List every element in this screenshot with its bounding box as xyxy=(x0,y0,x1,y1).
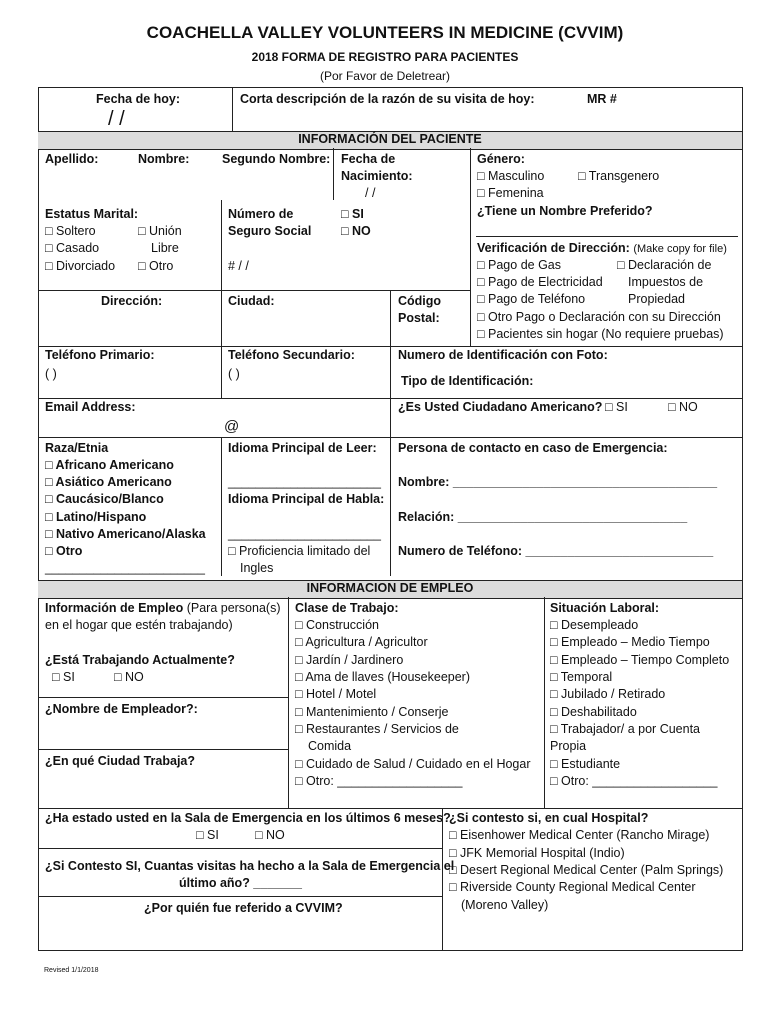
form-title: COACHELLA VALLEY VOLUNTEERS IN MEDICINE (CVVIM) xyxy=(146,23,624,42)
form-subtitle: 2018 FORMA DE REGISTRO PARA PACIENTES xyxy=(251,50,519,64)
union-checkbox[interactable]: □ Unión xyxy=(138,224,182,238)
codigo-postal-label-2: Postal: xyxy=(398,311,440,325)
row-line xyxy=(38,398,742,399)
situacion-option[interactable]: □ Empleado – Tiempo Completo xyxy=(550,653,730,667)
emergencia-nombre-field[interactable]: Nombre: ______________________________________ xyxy=(398,475,718,489)
divider xyxy=(470,148,471,346)
border-bottom xyxy=(38,950,743,951)
er-no-checkbox[interactable]: □ NO xyxy=(255,828,285,842)
otro-pago-checkbox[interactable]: □ Otro Pago o Declaración con su Dirección xyxy=(477,310,721,324)
patient-section-title: INFORMACIÓN DEL PACIENTE xyxy=(298,132,482,146)
hospital-option-last-line: (Moreno Valley) xyxy=(461,898,549,912)
pago-telefono-checkbox[interactable]: □ Pago de Teléfono xyxy=(477,292,586,306)
trabajando-label: ¿Está Trabajando Actualmente? xyxy=(45,653,235,667)
trabajando-no-checkbox[interactable]: □ NO xyxy=(114,670,144,684)
ss-number-field[interactable]: # / / xyxy=(228,259,249,273)
divider xyxy=(390,290,391,346)
divider xyxy=(288,597,289,808)
tel-primario-field[interactable]: ( ) xyxy=(45,367,57,381)
ss-si-checkbox[interactable]: □ SI xyxy=(341,207,364,221)
raza-label: Raza/Etnia xyxy=(45,441,109,455)
situacion-option[interactable]: □ Jubilado / Retirado xyxy=(550,687,666,701)
divider xyxy=(544,597,545,808)
row-line xyxy=(38,437,742,438)
date-label: Fecha de hoy: xyxy=(96,92,181,106)
date-slashes[interactable]: / / xyxy=(108,108,125,130)
referido-label: ¿Por quién fue referido a CVVIM? xyxy=(144,901,343,915)
ciudadano-label: ¿Es Usted Ciudadano Americano? xyxy=(398,400,603,414)
ciudad-label: Ciudad: xyxy=(228,294,275,308)
empleador-label: ¿Nombre de Empleador?: xyxy=(45,702,198,716)
divider xyxy=(221,200,222,346)
idioma-hablar-line[interactable]: ______________________ xyxy=(228,527,381,541)
clase-option[interactable]: □ Construcción xyxy=(295,618,379,632)
tipo-id-label: Tipo de Identificación: xyxy=(401,374,534,388)
idioma-hablar-label: Idioma Principal de Habla: xyxy=(228,492,385,506)
info-empleo-label xyxy=(45,600,281,617)
pago-electricidad-checkbox[interactable]: □ Pago de Electricidad xyxy=(477,275,603,289)
situacion-option[interactable]: □ Empleado – Medio Tiempo xyxy=(550,635,710,649)
clase-otro-field[interactable]: □ Otro: __________________ xyxy=(295,774,463,788)
er-visits-label-1: ¿Si Contesto SI, Cuantas visitas ha hecho a la Sala de Emergencia el xyxy=(45,859,455,873)
clase-salud-checkbox[interactable]: □ Cuidado de Salud / Cuidado en el Hogar xyxy=(295,757,531,771)
genero-label: Género: xyxy=(477,152,525,166)
mr-label: MR # xyxy=(587,92,617,106)
situacion-option[interactable]: □ Trabajador/ a por Cuenta xyxy=(550,722,700,736)
id-foto-label: Numero de Identificación con Foto: xyxy=(398,348,608,362)
email-at-symbol[interactable]: @ xyxy=(224,418,240,435)
nombre-label: Nombre: xyxy=(138,152,190,166)
codigo-postal-label-1: Código xyxy=(398,294,442,308)
divider xyxy=(221,346,222,398)
union-label-2: Libre xyxy=(151,241,179,255)
declaracion-label-3: Propiedad xyxy=(628,292,685,306)
hospital-option[interactable]: □ Desert Regional Medical Center (Palm Springs) xyxy=(449,863,724,877)
employment-section-title: INFORMACION DE EMPLEO xyxy=(306,581,474,595)
ss-label-1: Número de xyxy=(228,207,294,221)
emergencia-telefono-field[interactable]: Numero de Teléfono: ___________________________ xyxy=(398,544,714,558)
hospital-option[interactable]: □ Eisenhower Medical Center (Rancho Mirage) xyxy=(449,828,710,842)
sin-hogar-checkbox[interactable]: □ Pacientes sin hogar (No requiere pruebas) xyxy=(477,327,724,341)
row-line xyxy=(38,749,288,750)
clase-comida-label: Comida xyxy=(308,739,352,753)
situacion-propia-label: Propia xyxy=(550,739,587,753)
divider xyxy=(333,148,334,200)
row-line xyxy=(38,697,288,698)
emergencia-label: Persona de contacto en caso de Emergencia: xyxy=(398,441,668,455)
raza-option[interactable]: □ Latino/Hispano xyxy=(45,510,147,524)
row-line xyxy=(38,896,442,897)
clase-option[interactable]: □ Mantenimiento / Conserje xyxy=(295,705,449,719)
ciudad-trabajo-label: ¿En qué Ciudad Trabaja? xyxy=(45,754,196,768)
row-line xyxy=(38,808,742,809)
fecha-nac-label-1: Fecha de xyxy=(341,152,396,166)
revised-date: Revised 1/1/2018 xyxy=(44,967,99,974)
raza-otro-line[interactable]: _______________________ xyxy=(45,561,205,575)
verificacion-label xyxy=(477,240,727,258)
clase-option[interactable]: □ Ama de llaves (Housekeeper) xyxy=(295,670,470,684)
clase-option[interactable]: □ Agricultura / Agricultor xyxy=(295,635,428,649)
tel-primario-label: Teléfono Primario: xyxy=(45,348,155,362)
divider xyxy=(442,808,443,950)
idioma-leer-line[interactable]: ______________________ xyxy=(228,475,381,489)
ciudadano-si-checkbox[interactable]: □ SI xyxy=(605,400,628,414)
situacion-laboral-label: Situación Laboral: xyxy=(550,601,660,615)
divider xyxy=(232,87,233,131)
pago-gas-checkbox[interactable]: □ Pago de Gas xyxy=(477,258,561,272)
clase-option[interactable]: □ Jardín / Jardinero xyxy=(295,653,404,667)
femenina-checkbox[interactable]: □ Femenina xyxy=(477,186,544,200)
situacion-estudiante-checkbox[interactable]: □ Estudiante xyxy=(550,757,621,771)
clase-trabajo-label: Clase de Trabajo: xyxy=(295,601,399,615)
raza-option[interactable]: □ Asiático Americano xyxy=(45,475,172,489)
er-visits-label-2[interactable]: último año? _______ xyxy=(179,876,302,890)
fecha-nac-slashes[interactable]: / / xyxy=(365,186,376,200)
apellido-label: Apellido: xyxy=(45,152,99,166)
situacion-option[interactable]: □ Desempleado xyxy=(550,618,639,632)
transgenero-checkbox[interactable]: □ Transgenero xyxy=(578,169,660,183)
raza-option[interactable]: □ Africano Americano xyxy=(45,458,174,472)
clase-option[interactable]: □ Hotel / Motel xyxy=(295,687,377,701)
email-label: Email Address: xyxy=(45,400,136,414)
situacion-otro-field[interactable]: □ Otro: __________________ xyxy=(550,774,718,788)
divider xyxy=(221,437,222,576)
hospital-option[interactable]: □ Riverside County Regional Medical Center xyxy=(449,880,696,894)
segundo-nombre-label: Segundo Nombre: xyxy=(222,152,331,166)
raza-option[interactable]: □ Caucásico/Blanco xyxy=(45,492,164,506)
proficiencia-label-2: Ingles xyxy=(240,561,274,575)
border-left xyxy=(38,87,39,950)
tel-secundario-field[interactable]: ( ) xyxy=(228,367,240,381)
row-line xyxy=(38,848,442,849)
raza-option[interactable]: □ Otro xyxy=(45,544,83,558)
trabajando-si-checkbox[interactable]: □ SI xyxy=(52,670,75,684)
divorciado-checkbox[interactable]: □ Divorciado xyxy=(45,259,116,273)
idioma-leer-label: Idioma Principal de Leer: xyxy=(228,441,377,455)
declaracion-label-2: Impuestos de xyxy=(628,275,704,289)
verificacion-note: (Make copy for file) xyxy=(633,243,727,255)
tel-secundario-label: Teléfono Secundario: xyxy=(228,348,355,362)
verificacion-title: Verificación de Dirección: xyxy=(477,241,630,255)
nombre-preferido-line[interactable] xyxy=(476,236,738,237)
direccion-label: Dirección: xyxy=(101,294,163,308)
raza-option[interactable]: □ Nativo Americano/Alaska xyxy=(45,527,206,541)
er-si-checkbox[interactable]: □ SI xyxy=(196,828,219,842)
hospital-option[interactable]: □ JFK Memorial Hospital (Indio) xyxy=(449,846,625,860)
emergencia-relacion-field[interactable]: Relación: _________________________________ xyxy=(398,510,688,524)
situacion-option[interactable]: □ Deshabilitado xyxy=(550,705,637,719)
info-empleo-note-2: en el hogar que estén trabajando) xyxy=(45,618,233,632)
fecha-nac-label-2: Nacimiento: xyxy=(341,169,413,183)
ss-no-checkbox[interactable]: □ NO xyxy=(341,224,371,238)
visit-reason-label: Corta descripción de la razón de su visita de hoy: xyxy=(240,92,535,106)
hospital-question-label: ¿Si contesto si, en cual Hospital? xyxy=(449,811,649,825)
info-empleo-title: Información de Empleo xyxy=(45,601,184,615)
divider xyxy=(390,346,391,576)
er-question-label: ¿Ha estado usted en la Sala de Emergencia en los últimos 6 meses? xyxy=(45,811,451,825)
ciudadano-no-checkbox[interactable]: □ NO xyxy=(668,400,698,414)
declaracion-checkbox[interactable]: □ Declaración de xyxy=(617,258,712,272)
clase-option[interactable]: □ Restaurantes / Servicios de xyxy=(295,722,459,736)
border-right xyxy=(742,87,743,950)
otro-marital-checkbox[interactable]: □ Otro xyxy=(138,259,174,273)
form-note: (Por Favor de Deletrear) xyxy=(319,69,451,83)
masculino-checkbox[interactable]: □ Masculino xyxy=(477,169,545,183)
soltero-checkbox[interactable]: □ Soltero xyxy=(45,224,96,238)
proficiencia-checkbox[interactable]: □ Proficiencia limitado del xyxy=(228,544,371,558)
situacion-option[interactable]: □ Temporal xyxy=(550,670,613,684)
estatus-marital-label: Estatus Marital: xyxy=(45,207,139,221)
casado-checkbox[interactable]: □ Casado xyxy=(45,241,100,255)
ss-label-2: Seguro Social xyxy=(228,224,312,238)
border-top xyxy=(38,87,743,88)
row-line xyxy=(38,290,470,291)
nombre-preferido-label: ¿Tiene un Nombre Preferido? xyxy=(477,204,653,218)
info-empleo-note-1: (Para persona(s) xyxy=(186,601,281,615)
